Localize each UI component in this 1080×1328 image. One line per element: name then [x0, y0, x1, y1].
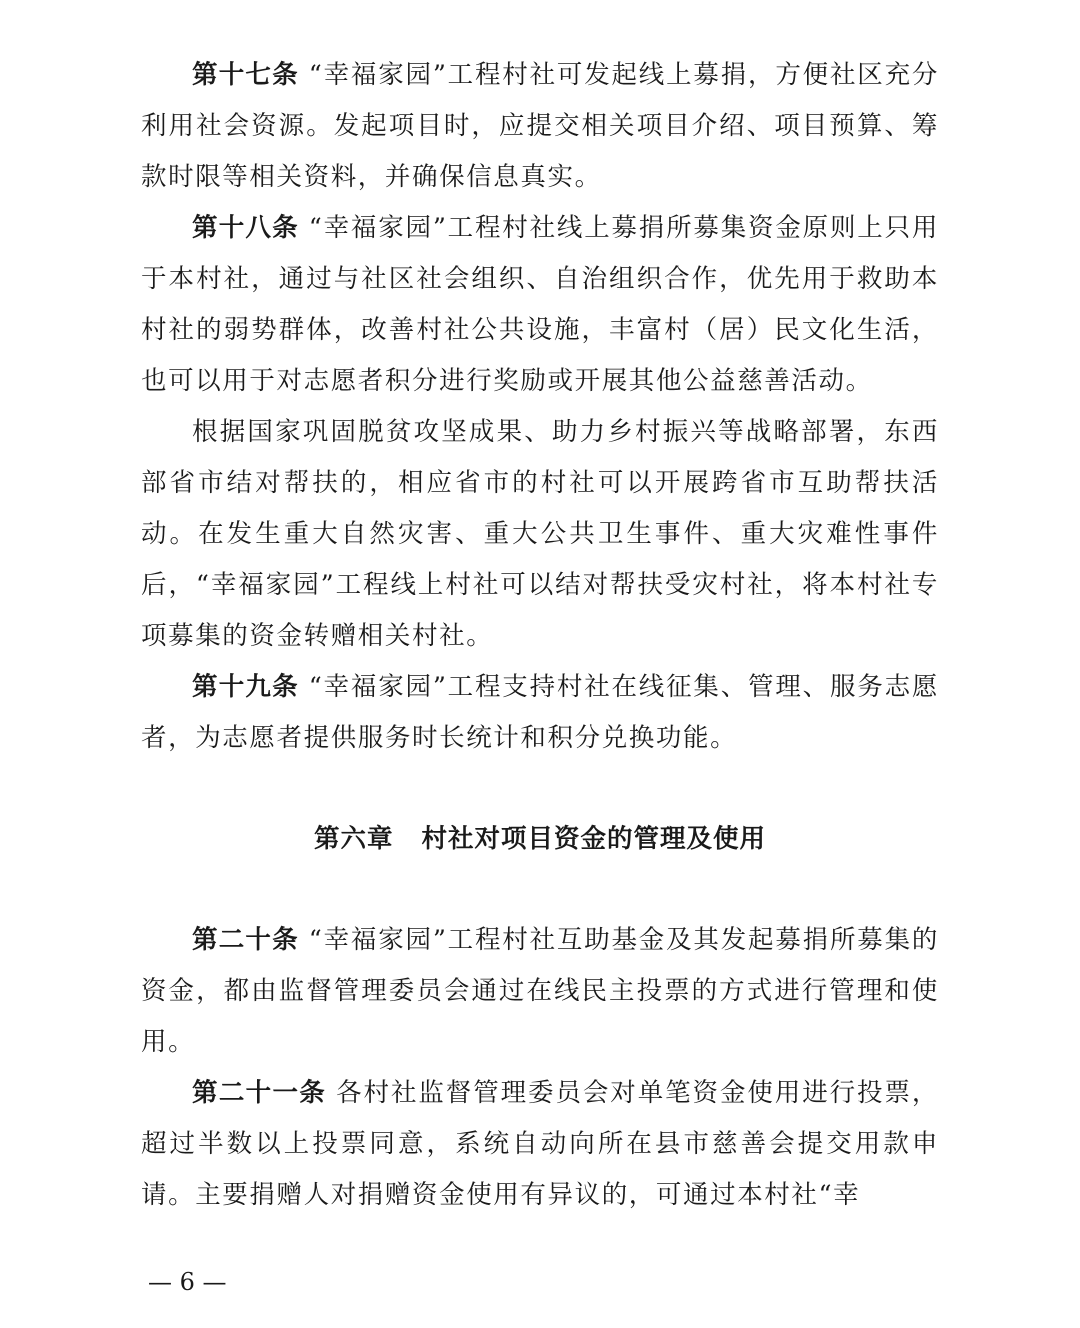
- chapter-heading: [141, 814, 939, 865]
- article-21: [141, 1068, 939, 1221]
- article-text: 各村社监督管理委员会对单笔资金使用进行投票，超过半数以上投票同意，系统自动向所在县市慈善会提交用款申请。主要捐赠人对捐赠资金使用有异议的，可通过本村社“幸: [141, 1078, 939, 1210]
- document-body: [141, 50, 939, 1221]
- article-label: 第二十一条: [192, 1078, 327, 1108]
- article-text: “幸福家园”工程村社互助基金及其发起募捐所募集的资金，都由监督管理委员会通过在线民主投票的方式进行管理和使用。: [141, 925, 939, 1057]
- article-text: “幸福家园”工程村社线上募捐所募集资金原则上只用于本村社，通过与社区社会组织、自治组织合作，优先用于救助本村社的弱势群体，改善村社公共设施，丰富村（居）民文化生活，也可以用于对志愿者积分进行奖励或开展其他公益慈善活动。: [141, 213, 939, 396]
- article-text: “幸福家园”工程支持村社在线征集、管理、服务志愿者，为志愿者提供服务时长统计和积分兑换功能。: [141, 672, 939, 753]
- article-18-paragraph-2: [141, 407, 939, 662]
- article-18: [141, 203, 939, 407]
- article-label: 第十七条: [192, 60, 299, 90]
- article-text: 根据国家巩固脱贫攻坚成果、助力乡村振兴等战略部署，东西部省市结对帮扶的，相应省市的村社可以开展跨省市互助帮扶活动。在发生重大自然灾害、重大公共卫生事件、重大灾难性事件后，“幸福家园”工程线上村社可以结对帮扶受灾村社，将本村社专项募集的资金转赠相关村社。: [141, 417, 939, 651]
- article-text: “幸福家园”工程村社可发起线上募捐，方便社区充分利用社会资源。发起项目时，应提交相关项目介绍、项目预算、筹款时限等相关资料，并确保信息真实。: [141, 60, 939, 192]
- chapter-title: 村社对项目资金的管理及使用: [421, 824, 767, 854]
- page-number: — 6 —: [148, 1268, 227, 1296]
- article-17: [141, 50, 939, 203]
- article-19: [141, 662, 939, 764]
- article-label: 第十九条: [192, 672, 299, 702]
- article-label: 第十八条: [192, 213, 299, 243]
- chapter-number: 第六章: [313, 824, 394, 854]
- article-20: [141, 915, 939, 1068]
- article-label: 第二十条: [192, 925, 299, 955]
